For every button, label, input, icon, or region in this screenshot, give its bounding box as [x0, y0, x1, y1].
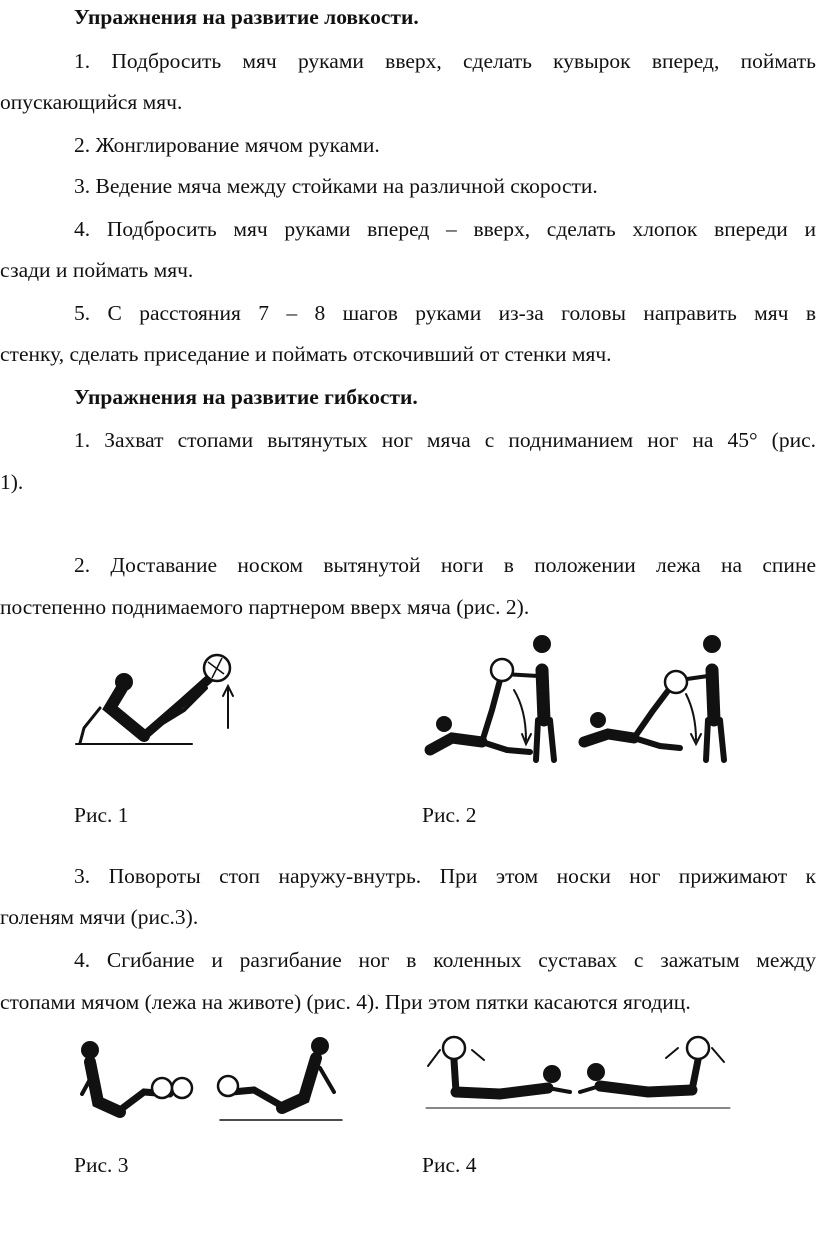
figure-4-caption: Рис. 4 [422, 1153, 477, 1177]
figure-4-illustration [420, 1030, 736, 1114]
section-heading-agility: Упражнения на развитие ловкости. [74, 5, 419, 29]
agility-item-1-line-1: 1. Подбросить мяч руками вверх, сделать кувырок вперед, поймать [74, 49, 816, 73]
agility-item-3: 3. Ведение мяча между стойками на различной скорости. [74, 174, 598, 198]
flexibility-item-4-line-1: 4. Сгибание и разгибание ног в коленных суставах с зажатым между [74, 948, 816, 972]
flexibility-item-1-line-2: 1). [0, 470, 24, 494]
agility-item-2: 2. Жонглирование мячом руками. [74, 133, 380, 157]
figure-1-caption: Рис. 1 [74, 803, 129, 827]
figure-3-illustration [72, 1032, 352, 1124]
figure-2-illustration [412, 630, 748, 770]
flexibility-item-3-line-1: 3. Повороты стоп наружу-внутрь. При этом носки ног прижимают к [74, 864, 816, 888]
figure-3-caption: Рис. 3 [74, 1153, 129, 1177]
flexibility-item-1-line-1: 1. Захват стопами вытянутых ног мяча с подниманием ног на 45° (рис. [74, 428, 816, 452]
agility-item-4-line-2: сзади и поймать мяч. [0, 258, 194, 282]
section-heading-flexibility: Упражнения на развитие гибкости. [74, 385, 418, 409]
flexibility-item-2-line-2: постепенно поднимаемого партнером вверх мяча (рис. 2). [0, 595, 530, 619]
agility-item-1-line-2: опускающийся мяч. [0, 90, 183, 114]
agility-item-4-line-1: 4. Подбросить мяч руками вперед – вверх, сделать хлопок впереди и [74, 217, 816, 241]
figure-1-illustration [72, 648, 242, 748]
flexibility-item-3-line-2: голеням мячи (рис.3). [0, 905, 199, 929]
flexibility-item-2-line-1: 2. Доставание носком вытянутой ноги в положении лежа на спине [74, 553, 816, 577]
flexibility-item-4-line-2: стопами мячом (лежа на животе) (рис. 4). При этом пятки касаются ягодиц. [0, 990, 691, 1014]
agility-item-5-line-2: стенку, сделать приседание и поймать отскочивший от стенки мяч. [0, 342, 612, 366]
figure-2-caption: Рис. 2 [422, 803, 477, 827]
agility-item-5-line-1: 5. С расстояния 7 – 8 шагов руками из-за головы направить мяч в [74, 301, 816, 325]
